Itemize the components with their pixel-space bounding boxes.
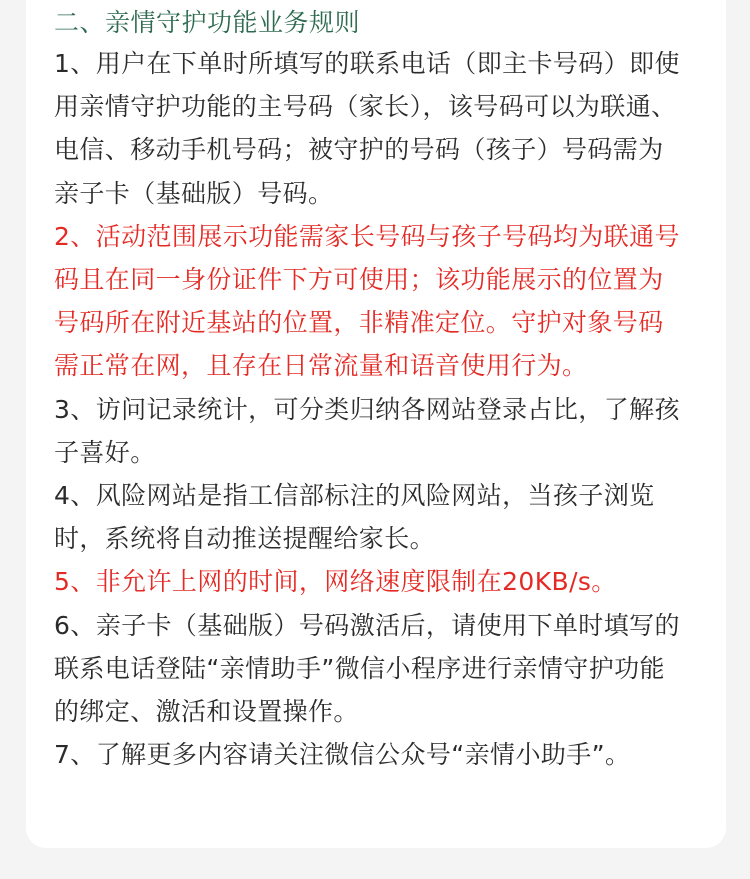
rule-item-6: 6、亲子卡（基础版）号码激活后，请使用下单时填写的联系电话登陆“亲情助手”微信小程序进行亲情守护功能的绑定、激活和设置操作。 — [54, 610, 680, 727]
rule-item-7: 7、了解更多内容请关注微信公众号“亲情小助手”。 — [54, 740, 631, 770]
rule-item-3: 3、访问记录统计，可分类归纳各网站登录占比，了解孩子喜好。 — [54, 394, 680, 467]
section-title: 二、亲情守护功能业务规则 — [54, 8, 361, 37]
rule-item-4: 4、风险网站是指工信部标注的风险网站，当孩子浏览时，系统将自动推送提醒给家长。 — [54, 481, 655, 554]
rules-card — [26, 0, 726, 848]
rules-list — [54, 42, 686, 776]
rule-item-1: 1、用户在下单时所填写的联系电话（即主卡号码）即使用亲情守护功能的主号码（家长），该号码可以为联通、电信、移动手机号码；被守护的号码（孩子）号码需为亲子卡（基础版）号码。 — [54, 49, 680, 208]
rule-item-2: 2、活动范围展示功能需家长号码与孩子号码均为联通号码且在同一身份证件下方可使用；该功能展示的位置为号码所在附近基站的位置，非精准定位。守护对象号码需正常在网，且存在日常流量和语音使用行为。 — [54, 221, 680, 381]
rule-item-5: 5、非允许上网的时间，网络速度限制在20KB/s。 — [54, 567, 617, 597]
